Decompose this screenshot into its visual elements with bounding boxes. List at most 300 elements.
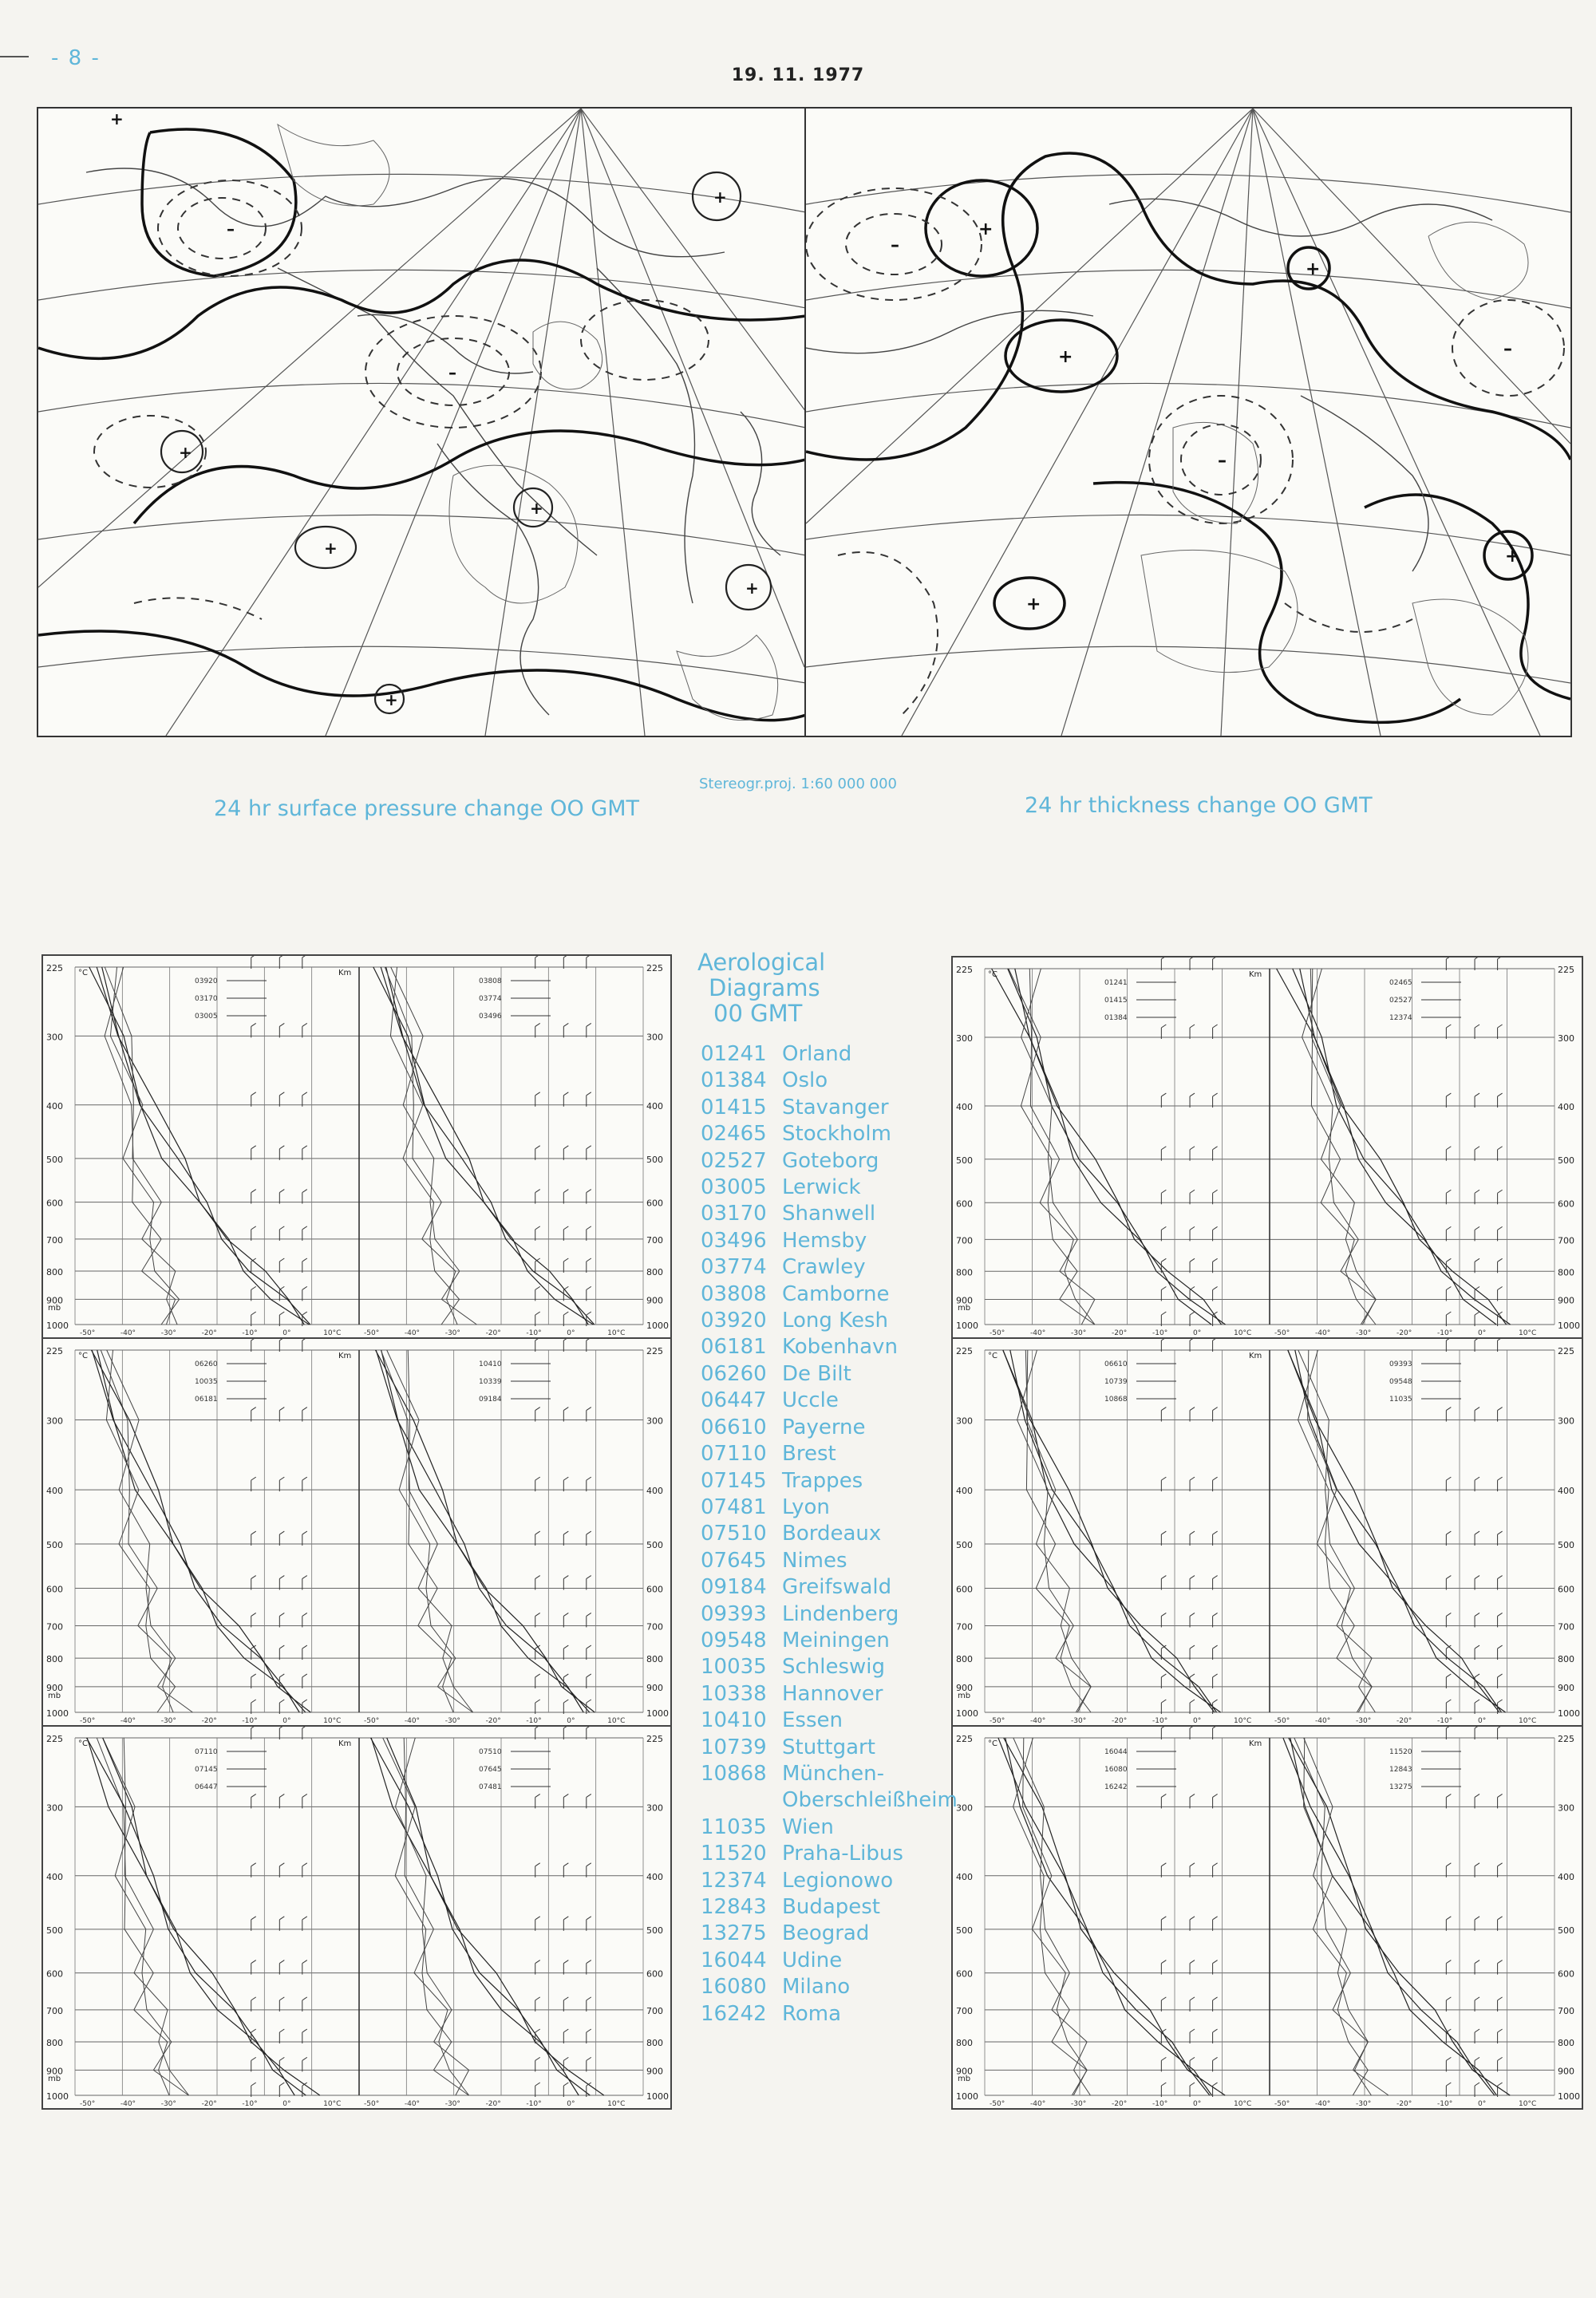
- station-row: [701, 1628, 958, 1654]
- pressure-label-right: 900: [646, 1295, 663, 1306]
- wind-barb-flag: [1498, 2029, 1503, 2032]
- wind-barb-flag: [279, 1700, 284, 1703]
- pressure-label-left: 1000: [956, 1321, 978, 1331]
- wind-barb-flag: [1475, 1700, 1479, 1703]
- wind-barb-flag: [302, 1700, 307, 1703]
- temp-tick-label: 0°: [1193, 2100, 1202, 2108]
- wind-barb-flag: [563, 1960, 568, 1964]
- wind-barb-flag: [587, 1190, 591, 1193]
- station-row: [701, 1281, 958, 1308]
- temp-tick-label: -10°: [526, 1329, 542, 1337]
- wind-barb-flag: [1446, 1727, 1451, 1728]
- temp-tick-label: -40°: [404, 1717, 421, 1725]
- c-unit-label: °C: [988, 970, 998, 979]
- station-row: [701, 1175, 958, 1201]
- thickness-change-map: [804, 107, 1572, 737]
- diagram-5-plot: [953, 1339, 1582, 1725]
- wind-barb-flag: [1475, 1576, 1479, 1579]
- station-row: [701, 1841, 958, 1867]
- wind-barb-flag: [1475, 1531, 1479, 1534]
- wind-barb-flag: [535, 1190, 540, 1193]
- wind-barb-flag: [563, 1190, 568, 1193]
- edge-mark: [0, 56, 29, 57]
- pressure-label-left: 600: [46, 1584, 63, 1595]
- wind-barb-flag: [302, 1286, 307, 1289]
- station-code: 01241: [701, 1042, 767, 1066]
- wind-barb-flag: [1475, 2083, 1479, 2086]
- station-code: 10035: [701, 1655, 767, 1680]
- temp-tick-label: -20°: [485, 1329, 501, 1337]
- wind-barb-flag: [587, 1960, 591, 1964]
- station-code: 03774: [701, 1255, 767, 1280]
- pressure-label-right: 600: [1558, 1968, 1574, 1980]
- diagram-station-code: 03808: [479, 977, 502, 985]
- wind-barb-flag: [1213, 1613, 1218, 1616]
- wind-barb-flag: [535, 1576, 540, 1579]
- station-code: 07481: [701, 1494, 767, 1519]
- pressure-label-right: 600: [646, 1584, 663, 1595]
- temp-tick-label: -40°: [404, 1329, 421, 1337]
- wind-barb-flag: [1498, 1226, 1503, 1230]
- wind-barb-flag: [279, 1477, 284, 1480]
- station-code: 10338: [701, 1681, 767, 1706]
- wind-barb-flag: [1498, 1727, 1503, 1728]
- pressure-label-right: 900: [646, 1682, 663, 1693]
- wind-barb-flag: [535, 1794, 540, 1797]
- station-name: Udine: [782, 1948, 843, 1972]
- station-row: [701, 1921, 958, 1947]
- wind-barb-flag: [279, 1613, 284, 1616]
- station-name: Goteborg: [782, 1148, 879, 1173]
- wind-barb-flag: [563, 956, 568, 958]
- temp-tick-label: -10°: [1437, 2100, 1453, 2108]
- wind-barb-flag: [302, 1477, 307, 1480]
- temp-tick-label: -40°: [404, 2100, 421, 2108]
- diagram-station-code: 09393: [1389, 1360, 1412, 1368]
- diagram-station-code: 10035: [195, 1378, 218, 1386]
- pressure-label-right: 700: [646, 1234, 663, 1246]
- temp-tick-label: -50°: [990, 1717, 1005, 1725]
- station-code: 07110: [701, 1442, 767, 1467]
- pressure-label-left: 300: [46, 1802, 63, 1814]
- wind-barb-flag: [302, 1863, 307, 1866]
- wind-barb-flag: [302, 1794, 307, 1797]
- temp-tick-label: -10°: [526, 1717, 542, 1725]
- wind-barb-flag: [563, 1312, 568, 1315]
- wind-barb-flag: [1213, 1226, 1218, 1230]
- wind-barb-flag: [251, 1023, 256, 1026]
- wind-barb-flag: [587, 1613, 591, 1616]
- pressure-label-left: 1000: [46, 1321, 69, 1331]
- station-list: [701, 1041, 958, 2028]
- wind-barb-flag: [587, 1997, 591, 2000]
- wind-barb-flag: [1446, 1960, 1451, 1964]
- pressure-label-left: 400: [956, 1102, 973, 1113]
- wind-barb-flag: [1161, 958, 1166, 959]
- wind-barb-flag: [1498, 1576, 1503, 1579]
- station-code: 09393: [701, 1601, 767, 1626]
- wind-barb-flag: [302, 2029, 307, 2032]
- wind-barb-flag: [535, 2057, 540, 2060]
- wind-barb-flag: [1161, 1339, 1166, 1340]
- wind-barb-flag: [1190, 958, 1195, 959]
- station-row: [701, 1814, 958, 1841]
- svg-text:+: +: [1505, 547, 1520, 567]
- diagram-3-plot: [43, 1727, 670, 2108]
- pressure-label-left: 600: [956, 1198, 973, 1210]
- diagram-2-plot: [43, 1339, 670, 1725]
- svg-text:–: –: [448, 363, 456, 382]
- diagram-station-code: 02527: [1389, 997, 1412, 1005]
- diagram-4-plot: [953, 958, 1582, 1337]
- wind-barb-flag: [587, 1917, 591, 1920]
- wind-barb-flag: [1161, 1226, 1166, 1230]
- wind-barb-flag: [1446, 1025, 1451, 1028]
- wind-barb-flag: [1161, 1093, 1166, 1096]
- wind-barb-flag: [535, 1286, 540, 1289]
- wind-barb-flag: [563, 2029, 568, 2032]
- pressure-label-left: 700: [956, 1235, 973, 1246]
- station-row: [701, 1095, 958, 1121]
- station-code: 01384: [701, 1068, 767, 1093]
- pressure-label-right: 600: [1558, 1198, 1574, 1210]
- wind-barb-flag: [1190, 1674, 1195, 1677]
- aerological-title: [697, 950, 825, 1026]
- wind-barb-flag: [1161, 2057, 1166, 2060]
- pressure-label-right: 800: [646, 1266, 663, 1277]
- pressure-label-right: 300: [646, 1802, 663, 1814]
- wind-barb-flag: [563, 1023, 568, 1026]
- diagram-station-code: 06610: [1104, 1360, 1128, 1368]
- wind-barb-flag: [1498, 1794, 1503, 1797]
- wind-barb-flag: [1446, 1339, 1451, 1340]
- wind-barb-flag: [1213, 1794, 1218, 1797]
- pressure-label-right: 800: [1558, 1267, 1574, 1278]
- diagram-station-code: 01384: [1104, 1014, 1128, 1022]
- wind-barb-flag: [535, 1674, 540, 1677]
- pressure-label-left: 900: [956, 1295, 973, 1306]
- station-name: Orland: [782, 1042, 852, 1066]
- wind-barb-flag: [1475, 1286, 1479, 1289]
- wind-barb-flag: [535, 2029, 540, 2032]
- aerological-diagram-4: [951, 956, 1583, 1339]
- wind-barb-flag: [302, 956, 307, 958]
- mb-unit-label: mb: [958, 2075, 971, 2083]
- station-name: Roma: [782, 2001, 842, 2026]
- wind-barb-flag: [251, 1477, 256, 1480]
- wind-barb-flag: [251, 1794, 256, 1797]
- temp-tick-label: -10°: [242, 1329, 258, 1337]
- station-row: [701, 1735, 958, 1761]
- wind-barb-flag: [1498, 958, 1503, 959]
- pressure-label-left: 500: [46, 1154, 63, 1165]
- wind-barb-flag: [587, 1674, 591, 1677]
- wind-barb-flag: [563, 1997, 568, 2000]
- wind-barb-flag: [1190, 1339, 1195, 1340]
- pressure-label-right: 700: [646, 1621, 663, 1633]
- wind-barb-flag: [279, 2083, 284, 2086]
- wind-barb-flag: [587, 2057, 591, 2060]
- wind-barb-flag: [251, 1700, 256, 1703]
- station-row: [701, 2001, 958, 2028]
- station-name: Oberschleißheim: [782, 1788, 958, 1813]
- c-unit-label: °C: [78, 1352, 88, 1360]
- wind-barb-flag: [587, 1258, 591, 1262]
- pressure-label-left: 900: [46, 1295, 63, 1306]
- wind-barb-flag: [535, 1339, 540, 1340]
- wind-barb-flag: [302, 1531, 307, 1534]
- pressure-label-right: 500: [646, 1925, 663, 1936]
- wind-barb-flag: [1498, 1645, 1503, 1648]
- pressure-label-left: 800: [956, 2037, 973, 2048]
- wind-barb-flag: [1161, 1576, 1166, 1579]
- wind-barb-flag: [1213, 1700, 1218, 1703]
- pressure-label-left: 800: [46, 1654, 63, 1665]
- wind-barb-flag: [535, 1613, 540, 1616]
- wind-barb-flag: [1213, 1408, 1218, 1411]
- temp-tick-label: 10°C: [323, 1717, 342, 1725]
- station-code: 02465: [701, 1122, 767, 1147]
- temp-tick-label: -50°: [364, 1717, 380, 1725]
- wind-barb-flag: [1498, 2057, 1503, 2060]
- temp-tick-label: -10°: [242, 1717, 258, 1725]
- wind-barb-flag: [1213, 1477, 1218, 1480]
- wind-barb-flag: [1213, 2083, 1218, 2086]
- wind-barb-flag: [563, 1092, 568, 1096]
- diagram-station-code: 03774: [479, 995, 502, 1003]
- wind-barb-flag: [1475, 1997, 1479, 2000]
- wind-barb-flag: [1213, 1727, 1218, 1728]
- aerological-title-line2: Diagrams: [709, 974, 820, 1001]
- temp-tick-label: -20°: [201, 1717, 217, 1725]
- pressure-label-right: 1000: [646, 2091, 669, 2102]
- wind-barb-flag: [251, 1190, 256, 1193]
- wind-barb-flag: [279, 1727, 284, 1728]
- station-name: Camborne: [782, 1281, 890, 1306]
- pressure-label-right: 400: [1558, 1871, 1574, 1882]
- station-name: Payerne: [782, 1415, 866, 1439]
- wind-barb-flag: [563, 1339, 568, 1340]
- wind-barb-flag: [1475, 2029, 1479, 2032]
- pressure-label-left: 225: [956, 1734, 973, 1744]
- wind-barb-flag: [1498, 1258, 1503, 1262]
- wind-barb-flag: [1475, 1339, 1479, 1340]
- pressure-label-left: 600: [956, 1584, 973, 1595]
- wind-barb-flag: [1498, 2083, 1503, 2086]
- wind-barb-flag: [1190, 1997, 1195, 2000]
- wind-barb-flag: [535, 2083, 540, 2086]
- temp-tick-label: -30°: [1356, 1329, 1372, 1337]
- station-row: [701, 1388, 958, 1414]
- wind-barb-flag: [1190, 1286, 1195, 1289]
- wind-barb-flag: [279, 1092, 284, 1096]
- wind-barb-flag: [1213, 958, 1218, 959]
- temp-tick-label: 0°: [1193, 1329, 1202, 1337]
- temp-tick-label: -50°: [364, 1329, 380, 1337]
- pressure-label-left: 400: [46, 1871, 63, 1882]
- wind-barb-flag: [1213, 1997, 1218, 2000]
- wind-barb-flag: [535, 1312, 540, 1315]
- wind-barb-flag: [587, 1700, 591, 1703]
- pressure-label-right: 500: [646, 1540, 663, 1551]
- pressure-label-right: 400: [646, 1871, 663, 1882]
- mb-unit-label: mb: [958, 1304, 971, 1313]
- aerological-diagram-3: [41, 1725, 672, 2110]
- mb-unit-label: mb: [48, 2075, 61, 2083]
- wind-barb-flag: [535, 1146, 540, 1149]
- wind-barb-flag: [1446, 1408, 1451, 1411]
- wind-barb-flag: [1213, 1960, 1218, 1964]
- diagram-station-code: 07481: [479, 1783, 502, 1791]
- km-unit-label: Km: [1249, 1352, 1262, 1360]
- wind-barb-flag: [1475, 1917, 1479, 1920]
- pressure-label-left: 900: [956, 1682, 973, 1693]
- wind-barb-flag: [1161, 1674, 1166, 1677]
- temp-tick-label: 0°: [282, 1717, 291, 1725]
- pressure-label-left: 400: [956, 1486, 973, 1497]
- wind-barb-flag: [563, 1477, 568, 1480]
- wind-barb-flag: [1213, 1093, 1218, 1096]
- wind-barb-flag: [1190, 1190, 1195, 1193]
- wind-barb-flag: [279, 1226, 284, 1230]
- station-code: 02527: [701, 1148, 767, 1173]
- temp-tick-label: 10°C: [1234, 1717, 1252, 1725]
- pressure-label-right: 1000: [646, 1321, 669, 1331]
- wind-barb-flag: [251, 2083, 256, 2086]
- wind-barb-flag: [1498, 1674, 1503, 1677]
- temp-tick-label: -50°: [80, 1717, 96, 1725]
- pressure-label-left: 800: [46, 2037, 63, 2048]
- pressure-label-left: 500: [956, 1155, 973, 1166]
- pressure-label-right: 225: [1558, 1346, 1574, 1356]
- pressure-label-left: 225: [956, 1346, 973, 1356]
- wind-barb-flag: [1446, 1147, 1451, 1150]
- station-code: 16044: [701, 1948, 767, 1972]
- station-name: Greifswald: [782, 1575, 892, 1600]
- temp-tick-label: -20°: [201, 1329, 217, 1337]
- wind-barb-flag: [587, 956, 591, 958]
- pressure-label-left: 700: [46, 1621, 63, 1633]
- pressure-label-left: 700: [956, 1621, 973, 1633]
- wind-barb-flag: [1446, 1613, 1451, 1616]
- station-row: [701, 1868, 958, 1894]
- wind-barb-flag: [251, 1863, 256, 1866]
- temp-tick-label: 10°C: [607, 1329, 626, 1337]
- pressure-label-left: 300: [46, 1032, 63, 1043]
- wind-barb-flag: [302, 1997, 307, 2000]
- temp-tick-label: 0°: [567, 1717, 575, 1725]
- wind-barb-flag: [251, 1286, 256, 1289]
- pressure-label-right: 300: [1558, 1416, 1574, 1427]
- temp-tick-label: -20°: [485, 1717, 501, 1725]
- temp-tick-label: -30°: [1071, 1717, 1087, 1725]
- wind-barb-flag: [587, 1863, 591, 1866]
- page-date: 19. 11. 1977: [731, 65, 865, 85]
- wind-barb-flag: [1190, 2083, 1195, 2086]
- station-row: [701, 1654, 958, 1680]
- wind-barb-flag: [563, 1645, 568, 1648]
- svg-text:+: +: [324, 539, 338, 558]
- wind-barb-flag: [1161, 1258, 1166, 1262]
- c-unit-label: °C: [988, 1352, 998, 1360]
- pressure-label-left: 1000: [956, 1708, 978, 1719]
- station-row: [701, 1361, 958, 1388]
- wind-barb-flag: [302, 1023, 307, 1026]
- temp-tick-label: -30°: [160, 1717, 176, 1725]
- wind-barb-flag: [1161, 1147, 1166, 1150]
- svg-text:+: +: [1058, 347, 1073, 367]
- temp-tick-label: -20°: [1396, 2100, 1412, 2108]
- pressure-label-right: 800: [1558, 1654, 1574, 1665]
- temp-tick-label: 0°: [567, 2100, 575, 2108]
- pressure-label-right: 1000: [646, 1708, 669, 1719]
- wind-barb-flag: [279, 1794, 284, 1797]
- wind-barb-flag: [279, 2029, 284, 2032]
- wind-barb-flag: [1190, 1863, 1195, 1866]
- svg-text:+: +: [179, 443, 192, 462]
- wind-barb-flag: [563, 1863, 568, 1866]
- wind-barb-flag: [587, 1092, 591, 1096]
- pressure-label-left: 400: [46, 1486, 63, 1497]
- wind-barb-flag: [563, 1727, 568, 1728]
- wind-barb-flag: [1498, 1025, 1503, 1028]
- wind-barb-flag: [1446, 1531, 1451, 1534]
- pressure-label-left: 700: [46, 1234, 63, 1246]
- station-code: 03496: [701, 1228, 767, 1253]
- wind-barb-flag: [535, 1917, 540, 1920]
- wind-barb-flag: [535, 956, 540, 958]
- temp-tick-label: -10°: [1437, 1717, 1453, 1725]
- diagram-station-code: 09184: [479, 1396, 502, 1404]
- pressure-label-left: 300: [956, 1802, 973, 1814]
- station-name: Hemsby: [782, 1228, 867, 1253]
- temp-tick-label: -20°: [485, 2100, 501, 2108]
- temp-tick-label: -30°: [1071, 2100, 1087, 2108]
- station-code: 10868: [701, 1761, 767, 1786]
- station-name: Brest: [782, 1442, 836, 1467]
- station-name: Crawley: [782, 1255, 866, 1280]
- station-name: Oslo: [782, 1068, 828, 1093]
- wind-barb-flag: [1475, 1645, 1479, 1648]
- wind-barb-flag: [1446, 1190, 1451, 1193]
- wind-barb-flag: [587, 1576, 591, 1579]
- wind-barb-flag: [587, 1146, 591, 1149]
- wind-barb-flag: [587, 1286, 591, 1289]
- wind-barb-flag: [1475, 1025, 1479, 1028]
- station-code: 16242: [701, 2001, 767, 2026]
- wind-barb-flag: [279, 1960, 284, 1964]
- pressure-label-right: 300: [646, 1032, 663, 1043]
- wind-barb-flag: [251, 1727, 256, 1728]
- wind-barb-flag: [1475, 1093, 1479, 1096]
- temp-tick-label: -30°: [1356, 2100, 1372, 2108]
- wind-barb-flag: [302, 1960, 307, 1964]
- diagram-station-code: 03005: [195, 1013, 218, 1021]
- wind-barb-flag: [535, 1408, 540, 1411]
- station-name: Beograd: [782, 1921, 870, 1946]
- wind-barb-flag: [1498, 1477, 1503, 1480]
- station-name: Nimes: [782, 1548, 847, 1573]
- temp-tick-label: 10°C: [1234, 1329, 1252, 1337]
- temp-tick-label: -30°: [444, 2100, 460, 2108]
- wind-barb-flag: [563, 1531, 568, 1534]
- surface-pressure-change-map: [37, 107, 808, 737]
- temp-tick-label: -10°: [526, 2100, 542, 2108]
- wind-barb-flag: [1475, 1477, 1479, 1480]
- station-row: [701, 1601, 958, 1628]
- wind-barb-flag: [251, 956, 256, 958]
- temp-tick-label: -20°: [1396, 1329, 1412, 1337]
